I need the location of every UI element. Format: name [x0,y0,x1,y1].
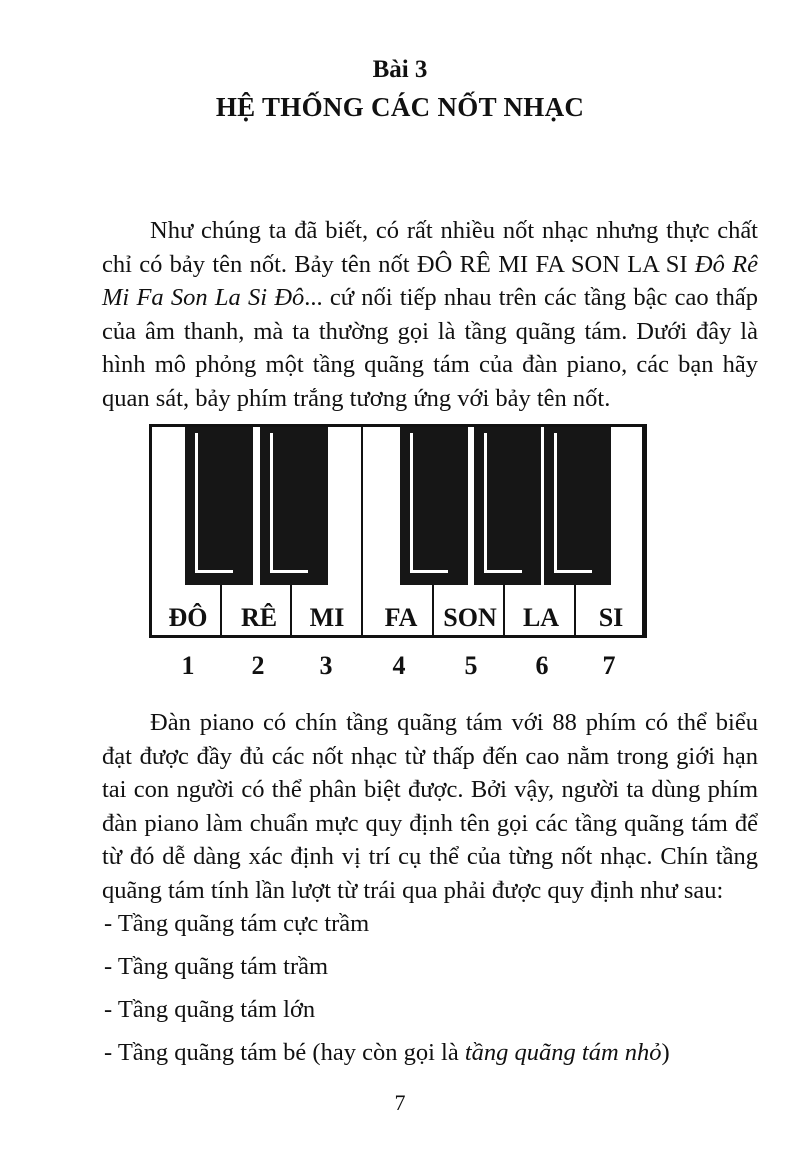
key-number-3: 3 [319,651,333,680]
list-item: - Tầng quãng tám trầm [104,953,329,980]
key-label-la: LA [522,603,560,632]
key-number-7: 7 [602,651,616,680]
lesson-number: Bài 3 [372,56,428,83]
key-label-mi: MI [309,603,345,632]
key-label-re: RÊ [240,603,278,632]
black-key-4 [474,427,541,585]
list-item-4-end: ) [661,1039,670,1066]
black-key-5 [544,427,611,585]
key-number-4: 4 [392,651,406,680]
piano-octave-diagram [149,424,647,638]
key-label-son: SON [443,603,497,632]
key-number-6: 6 [535,651,549,680]
intro-text-end: ... cứ nối tiếp nhau trên các tầng bậc cao thấp của âm thanh, mà ta thường gọi là tầng quãng tám. Dưới đây là hình mô phỏng một tầng quãng tám của đàn piano, các bạn hãy quan sát, bảy phím trắng tương ứng với bảy tên nốt. [102,284,758,412]
intro-italic-notes: Đô Rê Mi Fa Son La Si Đô [102,250,758,312]
key-number-2: 2 [251,651,265,680]
key-label-si: SI [598,603,624,632]
key-label-do: ĐÔ [168,603,208,632]
list-item: - Tầng quãng tám cực trầm [104,910,370,937]
lesson-title: HỆ THỐNG CÁC NỐT NHẠC [215,92,585,122]
list-item: - Tầng quãng tám lớn [104,996,316,1023]
list-item-4-italic: tầng quãng tám nhỏ [464,1039,662,1066]
octave-list [102,902,670,1074]
intro-text-start: Như chúng ta đã biết, có rất nhiều nốt nhạc nhưng thực chất chỉ có bảy tên nốt. Bảy tên nốt ĐÔ RÊ MI FA SON LA SI [102,217,758,278]
list-item-4-start: - Tầng quãng tám bé (hay còn gọi là [104,1039,465,1066]
key-number-5: 5 [464,651,478,680]
black-key-3 [400,427,468,585]
key-label-fa: FA [384,603,418,632]
black-key-2 [260,427,328,585]
intro-paragraph [102,214,758,416]
octave-paragraph [102,706,758,908]
octave-text: Đàn piano có chín tầng quãng tám với 88 phím có thể biểu đạt được đầy đủ các nốt nhạc từ thấp đến cao nằm trong giới hạn tai con người có thể phân biệt được. Bởi vậy, người ta dùng phím đàn piano làm chuẩn mực quy định tên gọi các tầng quãng tám để từ đó dễ dàng xác định vị trí cụ thể của từng nốt nhạc. Chín tầng quãng tám tính lần lượt từ trái qua phải được quy định như sau: [102,709,758,904]
black-key-1 [185,427,253,585]
list-item [102,1031,670,1074]
key-number-1: 1 [181,651,195,680]
page-number: 7 [394,1090,406,1115]
